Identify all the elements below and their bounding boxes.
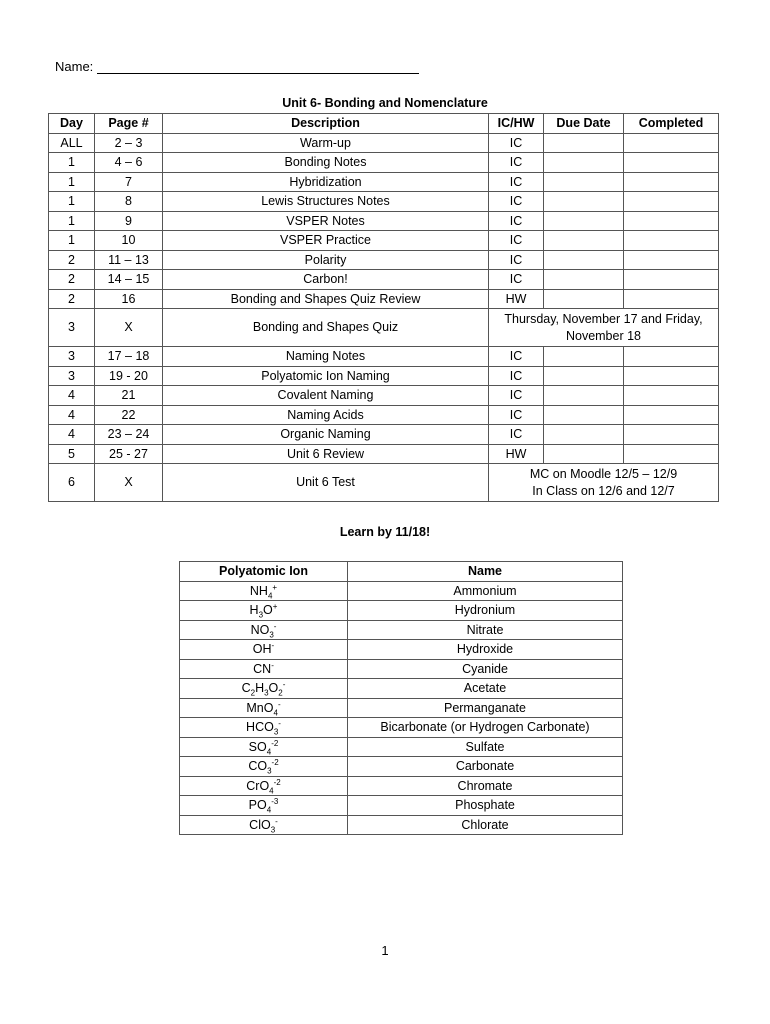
due-date-cell[interactable] [544, 347, 624, 367]
schedule-row [49, 425, 719, 445]
formula-sub2: 3 [264, 688, 269, 698]
completed-cell[interactable] [624, 347, 719, 367]
day-cell: 6 [49, 464, 95, 502]
page-cell: 11 – 13 [95, 250, 163, 270]
name-blank-line[interactable] [97, 58, 419, 74]
page-cell: 14 – 15 [95, 270, 163, 290]
description-cell: Polarity [163, 250, 489, 270]
description-cell: Bonding and Shapes Quiz [163, 309, 489, 347]
description-cell: Bonding Notes [163, 153, 489, 173]
formula-sup: - [271, 641, 275, 651]
schedule-row [49, 270, 719, 290]
polyatomic-ion-table [179, 561, 623, 835]
description-cell: Unit 6 Review [163, 444, 489, 464]
formula-sub3: 2 [278, 688, 283, 698]
day-cell: 1 [49, 153, 95, 173]
ion-name-cell: Chromate [348, 776, 623, 796]
description-cell: Warm-up [163, 133, 489, 153]
schedule-row [49, 153, 719, 173]
day-cell: 4 [49, 425, 95, 445]
formula-base: C [241, 681, 251, 696]
formula-base: CO [248, 759, 268, 774]
schedule-row [49, 444, 719, 464]
schedule-row [49, 211, 719, 231]
due-date-cell[interactable] [544, 211, 624, 231]
page-cell: 7 [95, 172, 163, 192]
formula-sub: 3 [267, 766, 272, 776]
day-cell: 1 [49, 231, 95, 251]
description-cell: Covalent Naming [163, 386, 489, 406]
due-date-line: In Class on 12/6 and 12/7 [532, 483, 675, 498]
completed-cell[interactable] [624, 153, 719, 173]
page-cell: X [95, 309, 163, 347]
formula-base: PO [248, 798, 267, 813]
page-cell: 16 [95, 289, 163, 309]
ion-name-cell: Ammonium [348, 581, 623, 601]
formula-tail: O [263, 603, 273, 618]
ion-row [180, 581, 623, 601]
day-cell: 3 [49, 347, 95, 367]
completed-cell[interactable] [624, 192, 719, 212]
ichw-cell: HW [489, 444, 544, 464]
day-cell: 2 [49, 270, 95, 290]
header-description: Description [163, 114, 489, 134]
ion-row [180, 620, 623, 640]
ion-row [180, 796, 623, 816]
formula-sub: 4 [266, 805, 272, 815]
page-number: 1 [381, 943, 389, 958]
day-cell: 3 [49, 309, 95, 347]
formula-sup: - [275, 816, 278, 826]
formula-base: ClO [249, 817, 271, 832]
due-date-span-cell: Thursday, November 17 and Friday, November 18 [489, 309, 719, 347]
day-cell: 1 [49, 192, 95, 212]
formula-sup: - [282, 680, 286, 690]
ichw-cell: HW [489, 289, 544, 309]
ion-row [180, 737, 623, 757]
formula-tail2: O [268, 681, 279, 696]
due-date-cell[interactable] [544, 192, 624, 212]
day-cell: 4 [49, 386, 95, 406]
formula-base: MnO [246, 700, 274, 715]
ichw-cell: IC [489, 405, 544, 425]
page-cell: 17 – 18 [95, 347, 163, 367]
description-cell: Hybridization [163, 172, 489, 192]
ichw-cell: IC [489, 425, 544, 445]
day-cell: 3 [49, 366, 95, 386]
due-date-cell[interactable] [544, 444, 624, 464]
day-cell: 1 [49, 211, 95, 231]
ion-formula-cell [180, 640, 348, 660]
description-cell: Polyatomic Ion Naming [163, 366, 489, 386]
due-date-cell[interactable] [544, 172, 624, 192]
ion-name-cell: Chlorate [348, 815, 623, 835]
header-page: Page # [95, 114, 163, 134]
ichw-cell: IC [489, 172, 544, 192]
day-cell: 1 [49, 172, 95, 192]
formula-sup: - [277, 699, 281, 709]
ions-title: Learn by 11/18! [339, 525, 431, 539]
ichw-cell: IC [489, 192, 544, 212]
formula-sup: -2 [271, 738, 279, 748]
schedule-row [49, 386, 719, 406]
header-completed: Completed [624, 114, 719, 134]
formula-sub: 3 [270, 825, 276, 835]
ion-formula-cell [180, 659, 348, 679]
due-date-cell[interactable] [544, 270, 624, 290]
description-cell: Unit 6 Test [163, 464, 489, 502]
schedule-row [49, 133, 719, 153]
page-cell: 22 [95, 405, 163, 425]
schedule-header-row [49, 114, 719, 134]
due-date-cell[interactable] [544, 289, 624, 309]
ion-name-cell: Acetate [348, 679, 623, 699]
ion-name-cell: Carbonate [348, 757, 623, 777]
ions-header-row [180, 562, 623, 582]
schedule-row [49, 464, 719, 502]
due-date-cell[interactable] [544, 386, 624, 406]
ion-name-cell: Sulfate [348, 737, 623, 757]
ion-row [180, 640, 623, 660]
ichw-cell: IC [489, 153, 544, 173]
description-cell: Naming Notes [163, 347, 489, 367]
formula-sup: -2 [273, 777, 281, 787]
formula-sub: 3 [269, 630, 274, 640]
completed-cell[interactable] [624, 133, 719, 153]
schedule-row [49, 172, 719, 192]
day-cell: 5 [49, 444, 95, 464]
schedule-row [49, 231, 719, 251]
formula-base: OH [252, 642, 272, 657]
schedule-row [49, 250, 719, 270]
ion-name-cell: Nitrate [348, 620, 623, 640]
formula-sub: 4 [266, 747, 272, 757]
ion-formula-cell [180, 737, 348, 757]
ion-formula-cell [180, 698, 348, 718]
ichw-cell: IC [489, 133, 544, 153]
formula-base: HCO [246, 720, 274, 735]
description-cell: Naming Acids [163, 405, 489, 425]
formula-base: CN [253, 661, 272, 676]
formula-sup: + [272, 582, 278, 592]
ichw-cell: IC [489, 270, 544, 290]
description-cell: Bonding and Shapes Quiz Review [163, 289, 489, 309]
schedule-row [49, 192, 719, 212]
ion-formula-cell [180, 718, 348, 738]
formula-sup: - [273, 621, 277, 631]
formula-sub: 4 [269, 786, 274, 796]
ion-formula-cell [180, 815, 348, 835]
ion-row [180, 601, 623, 621]
header-ichw: IC/HW [489, 114, 544, 134]
completed-cell[interactable] [624, 425, 719, 445]
page-cell: 4 – 6 [95, 153, 163, 173]
page-cell: 21 [95, 386, 163, 406]
formula-base: NO [250, 622, 270, 637]
page-cell: 25 - 27 [95, 444, 163, 464]
ion-formula-cell [180, 776, 348, 796]
ion-formula-cell [180, 581, 348, 601]
name-field [55, 58, 419, 74]
due-date-cell[interactable] [544, 153, 624, 173]
ion-formula-cell [180, 757, 348, 777]
description-cell: VSPER Notes [163, 211, 489, 231]
ichw-cell: IC [489, 386, 544, 406]
ion-row [180, 718, 623, 738]
completed-cell[interactable] [624, 405, 719, 425]
formula-sup: + [272, 602, 278, 612]
header-name: Name [348, 562, 623, 582]
schedule-row [49, 289, 719, 309]
ichw-cell: IC [489, 231, 544, 251]
ion-formula-cell [180, 620, 348, 640]
due-date-cell[interactable] [544, 425, 624, 445]
ion-row [180, 698, 623, 718]
page-cell: 9 [95, 211, 163, 231]
completed-cell[interactable] [624, 250, 719, 270]
page-cell: X [95, 464, 163, 502]
description-cell: Organic Naming [163, 425, 489, 445]
completed-cell[interactable] [624, 386, 719, 406]
ion-name-cell: Permanganate [348, 698, 623, 718]
ion-row [180, 679, 623, 699]
completed-cell[interactable] [624, 270, 719, 290]
completed-cell[interactable] [624, 172, 719, 192]
day-cell: 4 [49, 405, 95, 425]
page-cell: 8 [95, 192, 163, 212]
day-cell: 2 [49, 289, 95, 309]
ion-name-cell: Bicarbonate (or Hydrogen Carbonate) [348, 718, 623, 738]
due-date-line: MC on Moodle 12/5 – 12/9 [529, 466, 678, 481]
formula-base: H [249, 603, 259, 618]
formula-tail: H [255, 681, 265, 696]
ion-name-cell: Hydroxide [348, 640, 623, 660]
schedule-row [49, 309, 719, 347]
due-date-cell[interactable] [544, 250, 624, 270]
ichw-cell: IC [489, 211, 544, 231]
formula-sub: 3 [258, 610, 264, 620]
header-day: Day [49, 114, 95, 134]
schedule-row [49, 347, 719, 367]
ichw-cell: IC [489, 347, 544, 367]
due-date-cell[interactable] [544, 366, 624, 386]
page-cell: 10 [95, 231, 163, 251]
formula-sub: 3 [273, 727, 279, 737]
schedule-row [49, 405, 719, 425]
formula-sub: 4 [267, 591, 273, 601]
formula-sup: -3 [271, 797, 279, 807]
formula-base: SO [248, 739, 267, 754]
formula-sup: -2 [271, 758, 279, 768]
due-date-span-cell [489, 464, 719, 502]
due-date-cell[interactable] [544, 231, 624, 251]
due-date-cell[interactable] [544, 405, 624, 425]
formula-sup: - [271, 660, 274, 670]
ion-name-cell: Cyanide [348, 659, 623, 679]
page-cell: 2 – 3 [95, 133, 163, 153]
ichw-cell: IC [489, 250, 544, 270]
due-date-cell[interactable] [544, 133, 624, 153]
ion-row [180, 757, 623, 777]
description-cell: Lewis Structures Notes [163, 192, 489, 212]
schedule-row [49, 366, 719, 386]
description-cell: Carbon! [163, 270, 489, 290]
ion-formula-cell [180, 601, 348, 621]
ion-row [180, 659, 623, 679]
page-cell: 23 – 24 [95, 425, 163, 445]
formula-sub: 4 [273, 708, 278, 718]
completed-cell[interactable] [624, 289, 719, 309]
header-due-date: Due Date [544, 114, 624, 134]
schedule-table [48, 113, 719, 502]
completed-cell[interactable] [624, 231, 719, 251]
header-polyatomic-ion: Polyatomic Ion [180, 562, 348, 582]
completed-cell[interactable] [624, 211, 719, 231]
completed-cell[interactable] [624, 366, 719, 386]
formula-base: CrO [246, 778, 270, 793]
ion-row [180, 815, 623, 835]
ion-name-cell: Hydronium [348, 601, 623, 621]
day-cell: ALL [49, 133, 95, 153]
ichw-cell: IC [489, 366, 544, 386]
completed-cell[interactable] [624, 444, 719, 464]
ion-name-cell: Phosphate [348, 796, 623, 816]
ion-formula-cell [180, 679, 348, 699]
formula-sup: - [278, 719, 281, 729]
description-cell: VSPER Practice [163, 231, 489, 251]
ion-formula-cell [180, 796, 348, 816]
ion-row [180, 776, 623, 796]
schedule-title: Unit 6- Bonding and Nomenclature [282, 96, 488, 110]
formula-sub: 2 [250, 688, 256, 698]
page-cell: 19 - 20 [95, 366, 163, 386]
formula-base: NH [249, 583, 268, 598]
name-label: Name: [55, 59, 94, 74]
day-cell: 2 [49, 250, 95, 270]
